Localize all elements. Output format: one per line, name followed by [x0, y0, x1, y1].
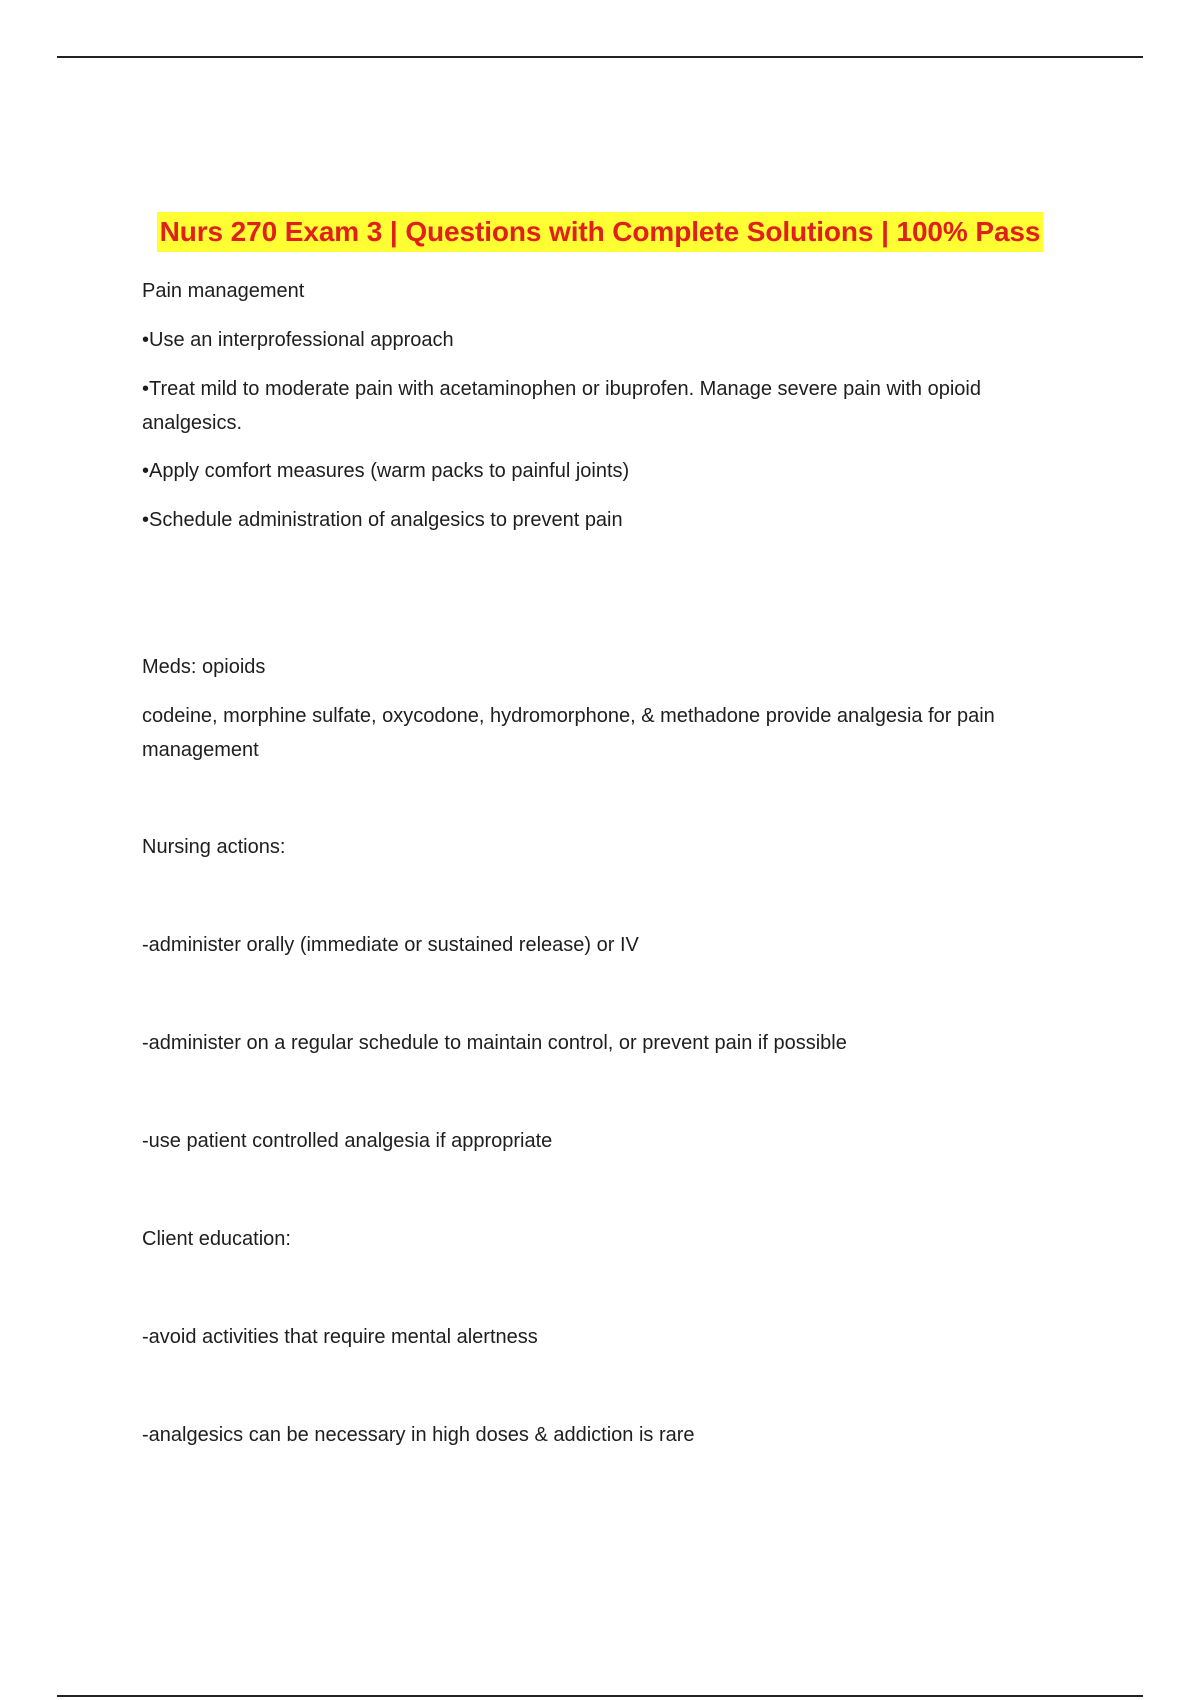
nursing-action-1: -administer orally (immediate or sustained release) or IV — [142, 934, 639, 956]
bottom-rule — [57, 1695, 1143, 1697]
nursing-actions-heading: Nursing actions: — [142, 836, 286, 858]
client-education-2: -analgesics can be necessary in high doses & addiction is rare — [142, 1424, 695, 1446]
pain-bullet-1: •Use an interprofessional approach — [142, 329, 454, 351]
client-education-1: -avoid activities that require mental alertness — [142, 1326, 538, 1348]
pain-management-heading: Pain management — [142, 280, 305, 302]
nursing-action-2: -administer on a regular schedule to maintain control, or prevent pain if possible — [142, 1032, 847, 1054]
pain-bullet-3: •Apply comfort measures (warm packs to painful joints) — [142, 460, 630, 482]
top-rule — [57, 56, 1143, 58]
document-title: Nurs 270 Exam 3 | Questions with Complete Solutions | 100% Pass — [157, 212, 1044, 252]
pain-bullet-4: •Schedule administration of analgesics to prevent pain — [142, 509, 623, 531]
meds-heading: Meds: opioids — [142, 656, 266, 678]
meds-description: codeine, morphine sulfate, oxycodone, hydromorphone, & methadone provide analgesia for pain management — [142, 705, 995, 761]
title-container — [0, 212, 1200, 252]
client-education-heading: Client education: — [142, 1228, 291, 1250]
pain-bullet-2: •Treat mild to moderate pain with acetaminophen or ibuprofen. Manage severe pain with opioid analgesics. — [142, 378, 981, 434]
nursing-action-3: -use patient controlled analgesia if appropriate — [142, 1130, 553, 1152]
